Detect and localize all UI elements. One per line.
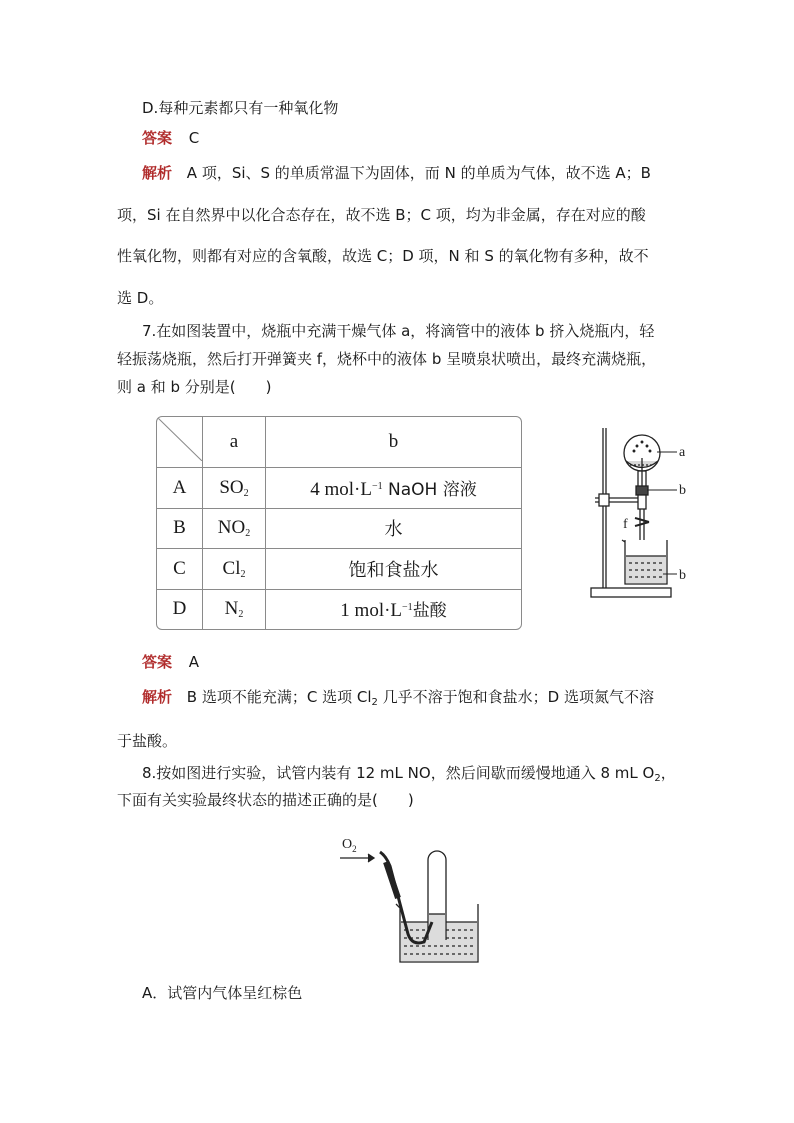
q6-explanation-line-3: 性氧化物，则都有对应的含氧酸，故选 C；D 项，N 和 S 的氧化物有多种，故不 [117, 247, 649, 265]
q6-option-d: D.每种元素都只有一种氧化物 [142, 99, 339, 117]
q7-stem-line-1: 7.在如图装置中，烧瓶中充满干燥气体 a，将滴管中的液体 b 挤入烧瓶内，轻 [142, 322, 655, 340]
liquid-b: 饱和食盐水 [266, 549, 522, 590]
label-o2: $O_2$ [342, 837, 357, 854]
explain-label: 解析 [142, 688, 173, 706]
gas-a: $SO_2$ [203, 468, 266, 509]
q7-answer [142, 652, 199, 672]
q7-explanation-line-2: 于盐酸。 [117, 732, 178, 750]
explain-text: B 选项不能充满；C 选项 $Cl_2$ 几乎不溶于饱和食盐水；D 选项氮气不溶 [186, 688, 654, 708]
q8-stem-line-1: 8.按如图进行实验，试管内装有 12 mL NO，然后间歇而缓慢地通入 8 mL $O_2$， [142, 764, 676, 784]
gas-a: $N_2$ [203, 589, 266, 629]
q7-stem-line-3: 则 a 和 b 分别是( ) [117, 378, 272, 396]
option-letter: A [157, 468, 203, 509]
q7-explanation-line-1 [142, 687, 654, 707]
q6-explanation-line-2: 项，Si 在自然界中以化合态存在，故不选 B；C 项，均为非金属，存在对应的酸 [117, 206, 646, 224]
option-letter: D [157, 589, 203, 629]
label-b-dropper: b [679, 483, 686, 498]
label-a: a [679, 445, 686, 460]
explain-label: 解析 [142, 164, 173, 182]
explain-text: A 项，Si、S 的单质常温下为固体，而 N 的单质为气体，故不选 A；B [186, 164, 651, 182]
header-a: a [203, 417, 266, 468]
label-b-beaker: b [679, 568, 686, 583]
liquid-b: 1 $mol\cdot L^{-1}$盐酸 [266, 589, 522, 629]
header-b: b [266, 417, 522, 468]
diagonal-line [157, 417, 202, 461]
answer-label: 答案 [142, 129, 173, 147]
q7-stem-line-2: 轻振荡烧瓶，然后打开弹簧夹 f，烧杯中的液体 b 呈喷泉状喷出，最终充满烧瓶， [117, 350, 657, 368]
q8-option-a: A．试管内气体呈红棕色 [142, 984, 303, 1002]
q6-explanation-line-4: 选 D。 [117, 289, 164, 307]
option-letter: C [157, 549, 203, 590]
options-table [156, 416, 522, 630]
answer-value: A [188, 653, 200, 671]
q6-explanation-line-1 [142, 163, 651, 183]
test-tube-apparatus-figure [320, 822, 498, 970]
q6-answer [142, 128, 199, 148]
liquid-b: 水 [266, 508, 522, 549]
answer-label: 答案 [142, 653, 173, 671]
table-corner [157, 417, 203, 468]
stand-base [591, 588, 671, 597]
answer-value: C [188, 129, 200, 147]
option-letter: B [157, 508, 203, 549]
gas-a: $Cl_2$ [203, 549, 266, 590]
gas-a: $NO_2$ [203, 508, 266, 549]
liquid-b: 4 $mol\cdot L^{-1}$ NaOH 溶液 [266, 468, 522, 509]
fountain-apparatus-figure [585, 418, 705, 604]
q8-stem-line-2: 下面有关实验最终状态的描述正确的是( ) [117, 791, 414, 809]
label-f: f [623, 517, 628, 532]
